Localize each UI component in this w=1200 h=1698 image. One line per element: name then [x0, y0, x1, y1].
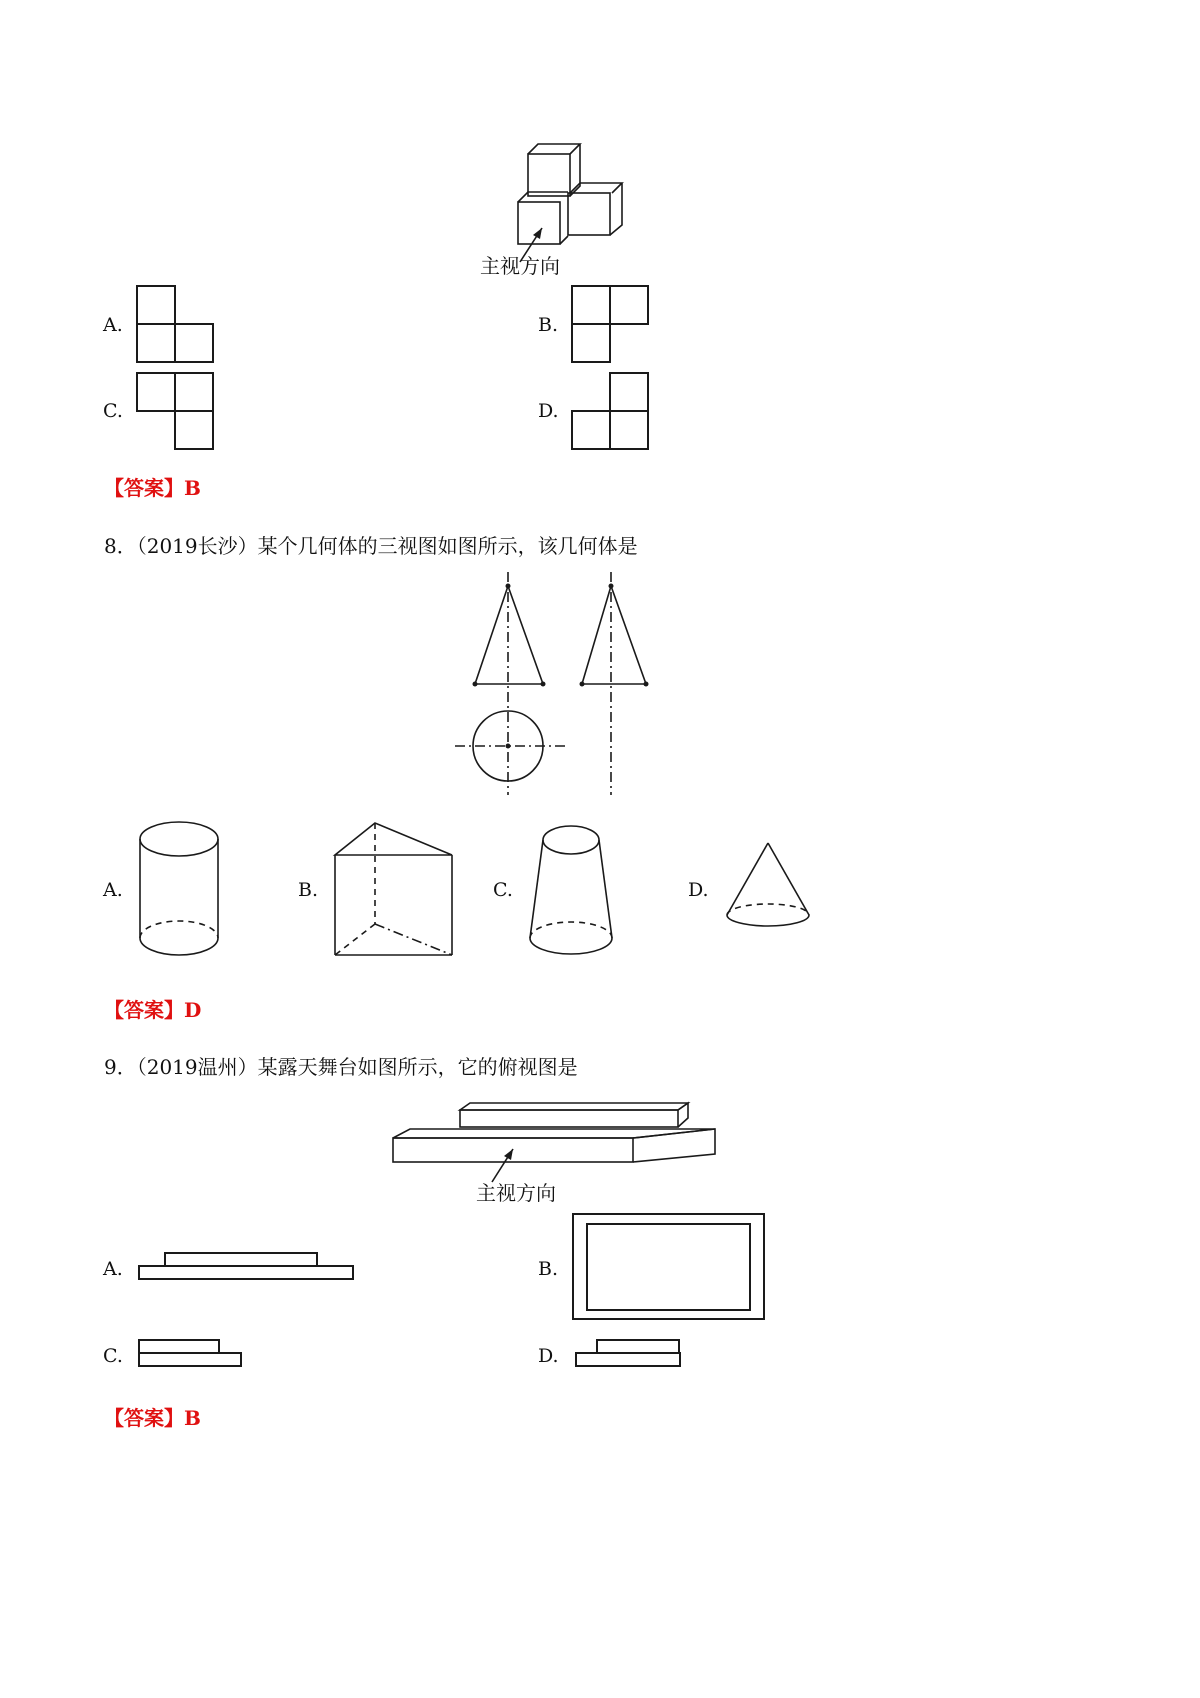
q8-option-c-label[interactable]: C. — [493, 879, 513, 901]
q9-option-c-figure[interactable] — [138, 1338, 244, 1370]
q7-option-a-figure[interactable] — [136, 285, 216, 365]
q9-stage-figure — [390, 1098, 720, 1178]
q9-option-a-figure[interactable] — [138, 1251, 358, 1283]
q9-direction-label: 主视方向 — [476, 1181, 556, 1205]
q8-option-a-cylinder[interactable] — [136, 820, 226, 960]
q7-option-c-figure[interactable] — [136, 372, 216, 452]
q9-option-a-label[interactable]: A. — [103, 1258, 123, 1280]
q7-answer: 【答案】B — [104, 476, 201, 500]
q8-question: 8．（2019长沙）某个几何体的三视图如图所示，该几何体是 — [104, 534, 638, 558]
q7-direction-label: 主视方向 — [480, 254, 560, 278]
q8-three-views-figure — [450, 570, 650, 800]
q7-option-a-label[interactable]: A. — [103, 314, 123, 336]
q9-option-b-figure[interactable] — [571, 1212, 767, 1322]
q8-option-d-label[interactable]: D. — [688, 879, 709, 901]
q9-answer: 【答案】B — [104, 1406, 201, 1430]
q8-option-a-label[interactable]: A. — [103, 879, 123, 901]
q9-option-c-label[interactable]: C. — [103, 1345, 123, 1367]
q7-option-d-label[interactable]: D. — [538, 400, 559, 422]
q8-option-d-cone[interactable] — [720, 840, 820, 940]
q9-option-d-label[interactable]: D. — [538, 1345, 559, 1367]
q7-option-b-figure[interactable] — [571, 285, 651, 365]
q7-option-c-label[interactable]: C. — [103, 400, 123, 422]
q9-option-b-label[interactable]: B. — [538, 1258, 559, 1280]
q9-option-d-figure[interactable] — [574, 1338, 684, 1370]
q8-option-b-label[interactable]: B. — [298, 879, 319, 901]
q8-option-b-prism[interactable] — [330, 820, 460, 960]
q7-option-b-label[interactable]: B. — [538, 314, 559, 336]
q8-option-c-frustum[interactable] — [525, 820, 625, 960]
q9-question: 9．（2019温州）某露天舞台如图所示，它的俯视图是 — [104, 1055, 578, 1079]
q8-answer: 【答案】D — [104, 998, 202, 1022]
q7-option-d-figure[interactable] — [571, 372, 651, 452]
